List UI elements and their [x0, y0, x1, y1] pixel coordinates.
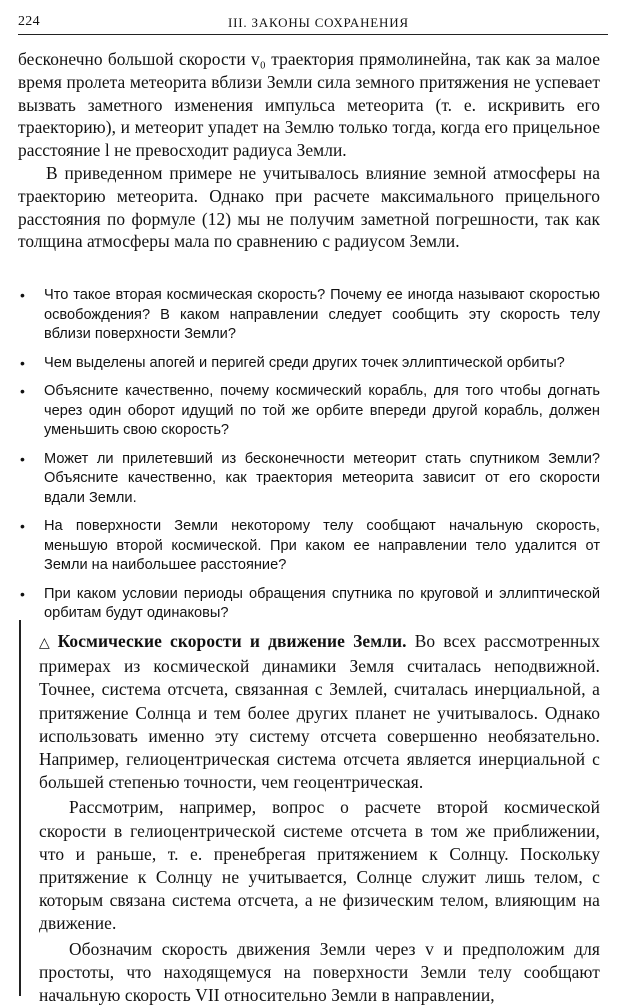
running-head: III. ЗАКОНЫ СОХРАНЕНИЯ	[228, 15, 409, 30]
section-paragraph-text: Во всех рассмотренных примерах из космической динамики Земля считалась неподвижной. Точнее, система отсчета, связанная с Землей, считалась инерциальной, а притяжение Солнца и тем более других планет не учитывалось. Однако использовать именно эту систему отсчета совершенно необязательно. Например, гелиоцентрическая система отсчета является инерциальной с большей степенью точности, чем геоцентрическая.	[39, 631, 600, 793]
question-text: Чем выделены апогей и перигей среди других точек эллиптической орбиты?	[44, 354, 565, 371]
question-item	[18, 286, 600, 345]
question-text: Может ли прилетевший из бесконечности метеорит стать спутником Земли? Объясните качественно, как траектория метеорита зависит от его скорости вдали Земли.	[44, 450, 600, 506]
review-questions	[18, 286, 600, 633]
question-text: Что такое вторая космическая скорость? Почему ее иногда называют скоростью освобождения? В каком направлении следует сообщить эту скорость телу вблизи поверхности Земли?	[44, 287, 600, 342]
section-paragraph: Рассмотрим, например, вопрос о расчете второй космической скорости в гелиоцентрической системе отсчета в том же приближении, что и раньше, т. е. пренебрегая притяжением к Солнцу. Поскольку притяжение к Солнцу не учитывается, Солнце служит лишь телом, с которым связана система отсчета, а не физическим телом, влияющим на движение.	[39, 797, 600, 934]
intro-paragraph: бесконечно большой скорости v₀ траектория прямолинейна, так как за малое время пролета метеорита вблизи Земли сила земного притяжения не успевает вызвать заметного изменения импульса метеорита (т. е. искривить его траекторию), и метеорит упадет на Землю только тогда, когда его прицельное расстояние l не превосходит радиуса Земли.	[18, 49, 600, 161]
question-text: На поверхности Земли некоторому телу сообщают начальную скорость, меньшую второй космической. При каком ее направлении тело удалится от Земли на наибольшее расстояние?	[44, 518, 600, 573]
page-header	[18, 12, 608, 35]
question-text: При каком условии периоды обращения спутника по круговой и эллиптической орбитам будут одинаковы?	[44, 585, 600, 621]
question-item	[18, 354, 600, 374]
section-margin-bar	[19, 620, 21, 996]
bullet-icon: •	[20, 585, 25, 602]
question-item	[18, 585, 600, 624]
intro-paragraph: В приведенном примере не учитывалось влияние земной атмосферы на траекторию метеорита. Однако при расчете максимального прицельного расстояния по формуле (12) мы не получим заметной погрешности, так как толщина атмосферы мала по сравнению с радиусом Земли.	[18, 162, 600, 252]
section-paragraph	[39, 630, 600, 794]
bullet-icon: •	[20, 518, 25, 534]
section-body	[39, 630, 600, 1007]
question-text: Объясните качественно, почему космический корабль, для того чтобы догнать через один оборот идущий по той же орбите впереди другой корабль, должен уменьшить свою скорость?	[44, 383, 600, 438]
bullet-icon: •	[20, 450, 25, 467]
triangle-icon: △	[39, 636, 54, 651]
bullet-icon: •	[20, 287, 25, 303]
section-cosmic-velocities	[18, 620, 600, 1006]
question-item	[18, 517, 600, 576]
page-number: 224	[18, 14, 40, 29]
section-paragraph: Обозначим скорость движения Земли через v и предположим для простоты, что находящемуся на поверхности Земли телу сообщают начальную скорость VII относительно Земли в направлении,	[39, 938, 600, 1006]
question-item	[18, 450, 600, 509]
section-title: Космические скорости и движение Земли.	[57, 631, 407, 651]
intro-text	[18, 48, 600, 253]
bullet-icon: •	[20, 354, 25, 371]
question-item	[18, 382, 600, 441]
bullet-icon: •	[20, 383, 25, 399]
